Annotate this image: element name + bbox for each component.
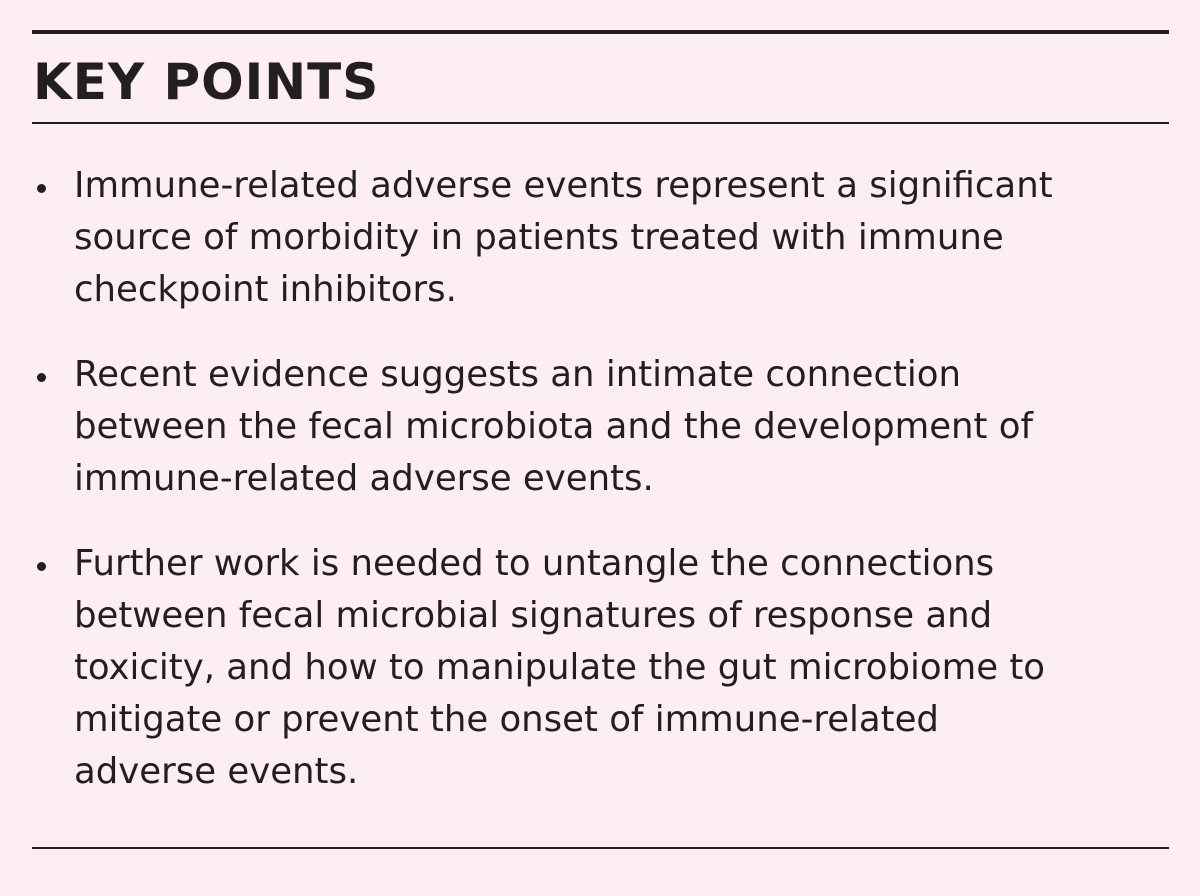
key-point-2-line-1: Recent evidence suggests an intimate connection — [74, 354, 961, 395]
bullet-icon — [37, 373, 46, 382]
top-thick-rule — [32, 30, 1169, 34]
key-point-1-line-3: checkpoint inhibitors. — [74, 269, 457, 310]
key-point-3-line-5: adverse events. — [74, 751, 359, 792]
key-point-3-line-1: Further work is needed to untangle the connections — [74, 543, 995, 584]
key-point-3 — [33, 538, 1158, 798]
key-point-2-line-2: between the fecal microbiota and the development of — [74, 406, 1033, 447]
key-point-1-line-2: source of morbidity in patients treated with immune — [74, 217, 1004, 258]
key-point-2 — [33, 349, 1158, 505]
key-point-2-line-3: immune-related adverse events. — [74, 458, 654, 499]
key-point-3-line-2: between fecal microbial signatures of response and — [74, 595, 993, 636]
bullet-icon — [37, 184, 46, 193]
key-point-1 — [33, 160, 1158, 316]
key-points-heading: KEY POINTS — [33, 53, 380, 111]
key-points-list — [33, 160, 1158, 831]
key-point-3-line-4: mitigate or prevent the onset of immune-related — [74, 699, 939, 740]
bullet-icon — [37, 562, 46, 571]
bottom-rule — [32, 847, 1169, 849]
heading-underline-rule — [32, 122, 1169, 124]
key-point-1-line-1: Immune-related adverse events represent a significant — [74, 165, 1053, 206]
key-point-3-line-3: toxicity, and how to manipulate the gut microbiome to — [74, 647, 1045, 688]
